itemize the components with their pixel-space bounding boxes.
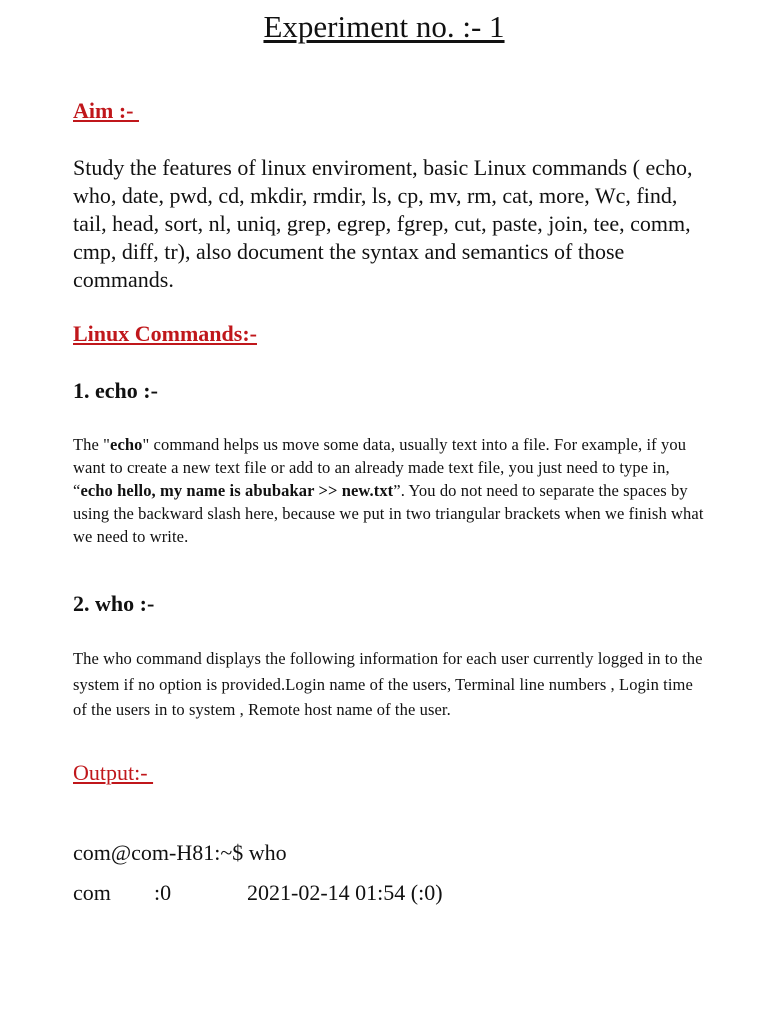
terminal-prompt: com@com-H81:~$ who (73, 840, 287, 865)
aim-text: Study the features of linux enviroment, basic Linux commands ( echo, who, date, pwd, cd, mkdir, rmdir, ls, cp, mv, rm, cat, more, Wc, find, tail, head, sort, nl, uniq, grep, egrep, fgrep, cut, paste, join, tee, comm, cmp, diff, tr), also document the syntax and semantics of those commands. (73, 155, 693, 292)
linux-commands-heading: Linux Commands:- (73, 321, 257, 346)
output-heading: Output:- (73, 760, 154, 785)
echo-heading: 1. echo :- (73, 378, 158, 403)
echo-text-part2: " command helps us move some data, usually text into a file. For example, if you want to create a new text file or add to an already made text file, you just need to type in, “ (73, 435, 687, 500)
result-terminal: :0 (154, 880, 172, 905)
echo-example-command: echo hello, my name is abubakar >> new.txt (80, 481, 394, 500)
aim-heading: Aim :- (73, 98, 139, 123)
result-user: com (73, 880, 111, 905)
page-title: Experiment no. :- 1 (263, 9, 505, 44)
echo-text-part3: ”. You do not need to separate the spaces by using the backward slash here, because we put in two triangular brackets when we finish what we need to write. (73, 481, 704, 546)
echo-description (73, 433, 713, 548)
echo-text-part1: The " (73, 435, 111, 454)
result-login-time: 2021-02-14 01:54 (:0) (247, 880, 443, 905)
echo-command-name: echo (110, 435, 143, 454)
who-heading: 2. who :- (73, 591, 155, 616)
who-description: The who command displays the following information for each user currently logged in to the system if no option is provided.Login name of the users, Terminal line numbers , Login time of the users in to system , Remote host name of the user. (73, 649, 703, 719)
